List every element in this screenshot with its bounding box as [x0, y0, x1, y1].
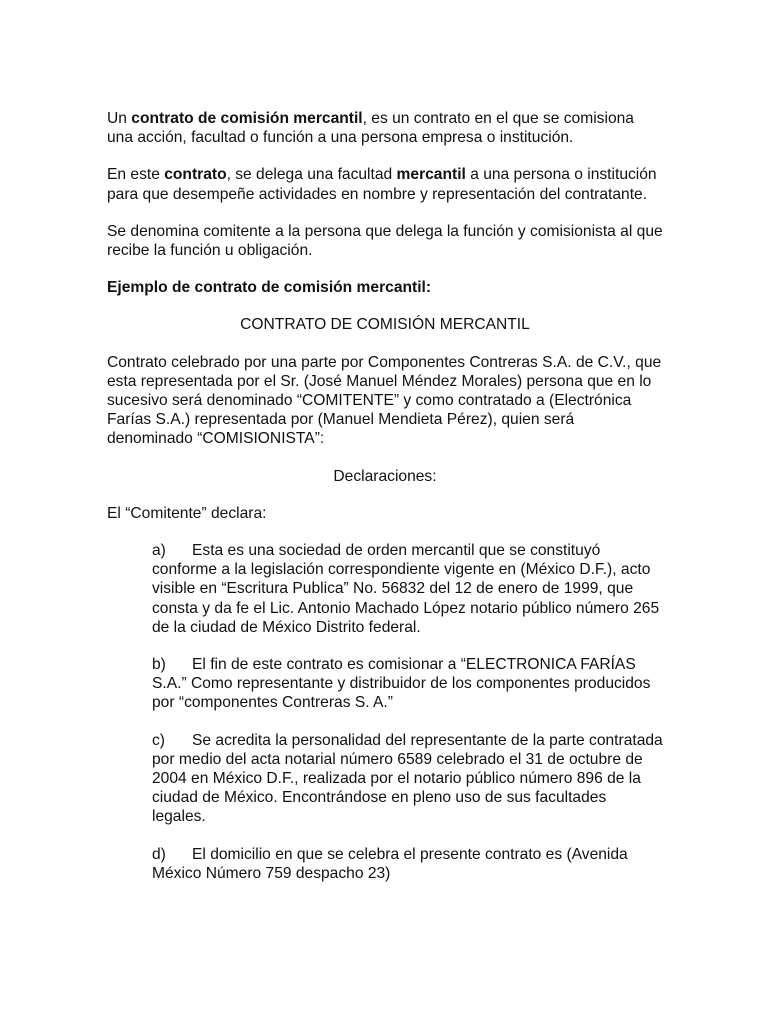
- intro-2-text-d: a una persona o institución para que desempeñe actividades en nombre y representación del contratante.: [107, 166, 657, 203]
- list-item-text: El domicilio en que se celebra el presente contrato es (Avenida México Número 759 despacho 23): [152, 845, 628, 882]
- list-marker: d): [152, 845, 166, 863]
- list-item: [152, 541, 663, 637]
- list-item: [152, 655, 663, 713]
- intro-1-bold-term: contrato de comisión mercantil: [131, 110, 363, 127]
- list-marker: a): [152, 542, 166, 560]
- list-item-text: Se acredita la personalidad del representante de la parte contratada por medio del acta notarial número 6589 celebrado el 31 de octubre de 2004 en México D.F., realizada por el notario público número 896 de la ciudad de México. Encontrándose en pleno uso de sus facultades legales.: [152, 731, 663, 826]
- list-item: [152, 731, 663, 827]
- intro-2-text-c: , se delega una facultad: [226, 166, 397, 184]
- intro-1-text-a: Un: [107, 110, 132, 127]
- list-marker: b): [152, 656, 166, 674]
- declarations-list: [107, 541, 663, 883]
- list-item-text: Esta es una sociedad de orden mercantil que se constituyó conforme a la legislación correspondiente vigente en (México D.F.), acto visible en “Escritura Publica” No. 56832 del 12 de enero de 1999, que consta y da fe el Lic. Antonio Machado López notario público número 265 de la ciudad de México Distrito federal.: [152, 542, 660, 636]
- document-page: [107, 109, 663, 901]
- list-item: [152, 845, 663, 883]
- comitente-declares: El “Comitente” declara:: [107, 504, 267, 522]
- intro-paragraph-2: [107, 165, 663, 203]
- intro-1-text-c: , es un contrato en el que se comisiona una acción, facultad o función a una persona empresa o institución.: [107, 110, 634, 147]
- intro-paragraph-3: Se denomina comitente a la persona que delega la función y comisionista al que recibe la función u obligación.: [107, 222, 663, 260]
- list-marker: c): [152, 731, 165, 749]
- example-heading: Ejemplo de contrato de comisión mercantil:: [107, 279, 432, 297]
- intro-2-bold-term-1: contrato: [164, 166, 227, 184]
- intro-2-text-a: En este: [107, 166, 165, 184]
- intro-2-bold-term-2: mercantil: [396, 166, 466, 184]
- contract-title: CONTRATO DE COMISIÓN MERCANTIL: [240, 316, 530, 334]
- declarations-title: Declaraciones:: [333, 467, 437, 485]
- list-item-text: El fin de este contrato es comisionar a “ELECTRONICA FARÍAS S.A.” Como representante y distribuidor de los componentes producidos por “componentes Contreras S. A.”: [152, 656, 651, 712]
- contract-intro-paragraph: Contrato celebrado por una parte por Componentes Contreras S.A. de C.V., que esta representada por el Sr. (José Manuel Méndez Morales) persona que en lo sucesivo será denominado “COMITENTE” y como contratado a (Electrónica Farías S.A.) representada por (Manuel Mendieta Pérez), quien será denominado “COMISIONISTA”:: [107, 353, 662, 448]
- intro-paragraph-1: [107, 109, 663, 147]
